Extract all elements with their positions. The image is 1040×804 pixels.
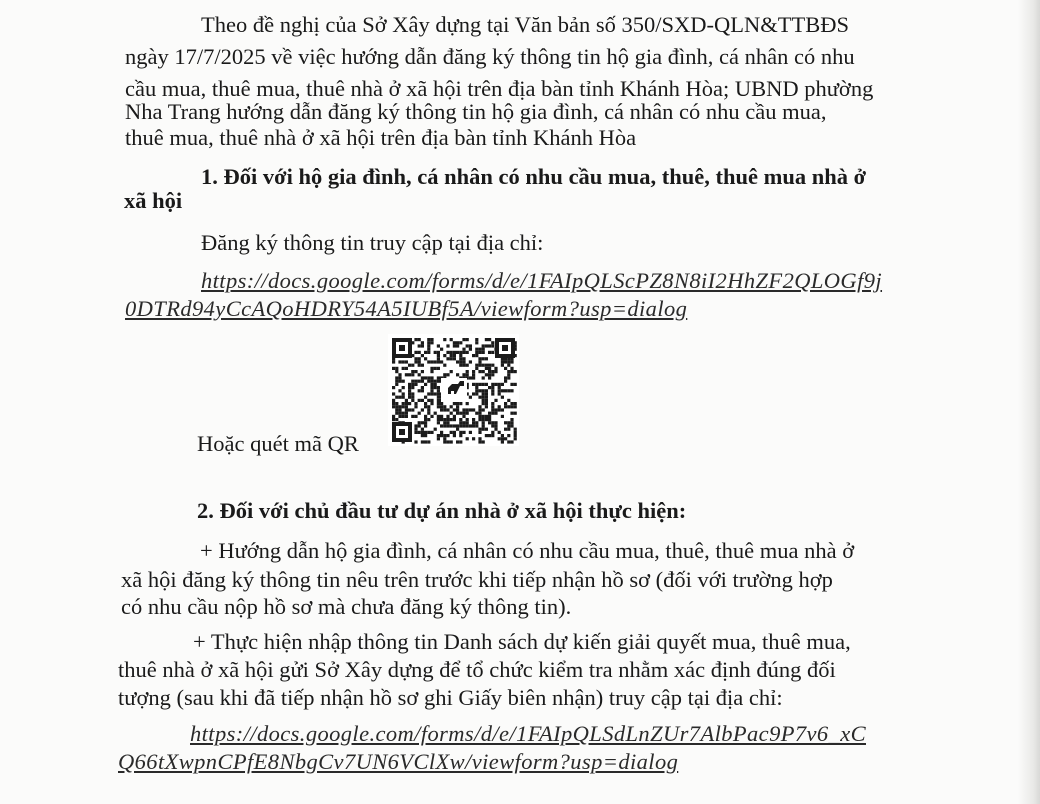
- bullet2-line-1: + Thực hiện nhập thông tin Danh sách dự kiến giải quyết mua, thuê mua,: [193, 629, 851, 654]
- section1-heading-line-2: xã hội: [124, 188, 183, 213]
- intro-line-1: Theo đề nghị của Sở Xây dựng tại Văn bản số 350/SXD-QLN&TTBĐS: [201, 12, 849, 37]
- intro-line-5: thuê mua, thuê nhà ở xã hội trên địa bàn tỉnh Khánh Hòa: [125, 125, 637, 150]
- form-link-1-line-2[interactable]: 0DTRd94yCcAQoHDRY54A5IUBf5A/viewform?usp=dialog: [125, 296, 688, 321]
- form-link-1-line-1[interactable]: https://docs.google.com/forms/d/e/1FAIpQLScPZ8N8iI2HhZF2QLOGf9j: [201, 268, 883, 293]
- qr-finder-bottom-left: [392, 422, 412, 442]
- intro-line-3: cầu mua, thuê mua, thuê nhà ở xã hội trên địa bàn tỉnh Khánh Hòa; UBND phường: [125, 76, 874, 101]
- bullet1-line-1: + Hướng dẫn hộ gia đình, cá nhân có nhu cầu mua, thuê, thuê mua nhà ở: [200, 538, 855, 563]
- page-edge-shadow: [1018, 0, 1040, 804]
- intro-line-4: Nha Trang hướng dẫn đăng ký thông tin hộ gia đình, cá nhân có nhu cầu mua,: [125, 99, 827, 124]
- qr-finder-top-left: [392, 338, 412, 358]
- bullet2-line-3: tượng (sau khi đã tiếp nhận hồ sơ ghi Giấy biên nhận) truy cập tại địa chỉ:: [118, 685, 783, 710]
- form-link-2-line-1[interactable]: https://docs.google.com/forms/d/e/1FAIpQLSdLnZUr7AlbPac9P7v6_xC: [190, 721, 866, 746]
- qr-label: Hoặc quét mã QR: [197, 431, 359, 456]
- section1-heading-line-1: 1. Đối với hộ gia đình, cá nhân có nhu cầu mua, thuê, thuê mua nhà ở: [201, 164, 867, 189]
- form-link-2-line-2[interactable]: Q66tXwpnCPfE8NbgCv7UN6VClXw/viewform?usp=dialog: [118, 749, 679, 774]
- dinosaur-icon: [441, 378, 467, 402]
- bullet1-line-2: xã hội đăng ký thông tin nêu trên trước khi tiếp nhận hồ sơ (đối với trường hợp: [121, 567, 833, 592]
- intro-line-2: ngày 17/7/2025 về việc hướng dẫn đăng ký thông tin hộ gia đình, cá nhân có nhu: [125, 44, 855, 69]
- bullet1-line-3: có nhu cầu nộp hồ sơ mà chưa đăng ký thông tin).: [121, 594, 572, 619]
- qr-code-icon: [388, 334, 519, 446]
- section2-heading: 2. Đối với chủ đầu tư dự án nhà ở xã hội thực hiện:: [197, 498, 687, 523]
- qr-finder-top-right: [495, 338, 515, 358]
- bullet2-line-2: thuê nhà ở xã hội gửi Sở Xây dựng để tổ chức kiểm tra nhằm xác định đúng đối: [118, 657, 836, 682]
- register-label: Đăng ký thông tin truy cập tại địa chỉ:: [201, 230, 544, 255]
